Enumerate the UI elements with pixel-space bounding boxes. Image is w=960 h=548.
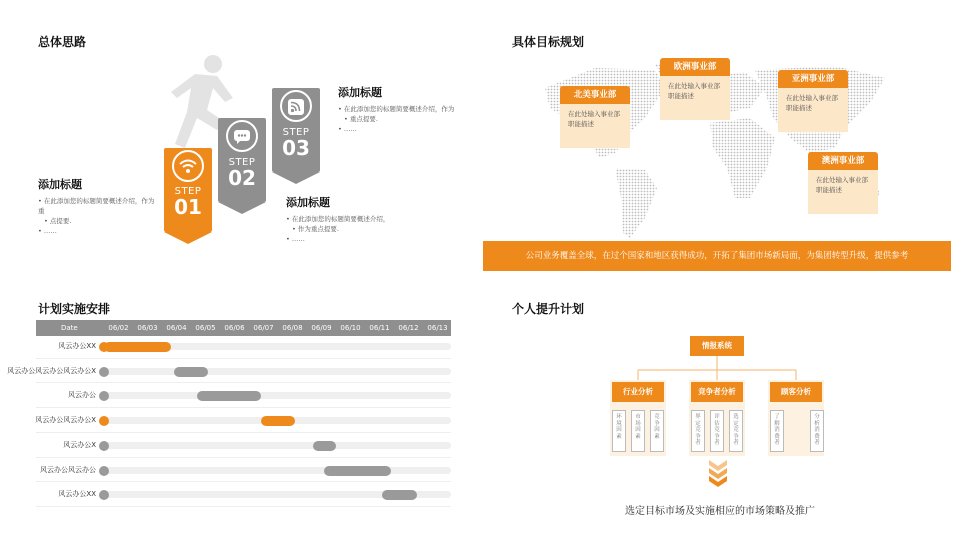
gantt-task-label: 风云办公风云办公: [40, 465, 96, 474]
gantt-date-cell: 06/12: [398, 324, 419, 332]
dept-desc-line: 在此处输入事业部: [786, 94, 838, 102]
dept-desc-line: 职能描述: [668, 92, 694, 100]
tree-leaf: 市 场 因 素: [631, 410, 645, 452]
rss-icon: [285, 97, 307, 117]
bullet-line-cont: • 重点提要.: [338, 114, 458, 124]
gantt-row-divider: [36, 432, 451, 433]
gantt-task-label: 风云办公XX: [58, 490, 96, 499]
dept-desc-line: 职能描述: [568, 120, 594, 128]
gantt-task-label: 风云办公风云办公风云办公X: [7, 366, 96, 375]
step-label: STEP: [174, 186, 202, 197]
dept-name: 亚洲事业部: [778, 70, 848, 88]
tree-leaf: 界 定 竞 争 者: [691, 410, 705, 452]
gantt-date-cell: 06/10: [340, 324, 361, 332]
conclusion-text: 选定目标市场及实施相应的市场策略及推广: [625, 506, 815, 517]
gantt-bar: [174, 367, 209, 377]
gantt-date-cells: [36, 320, 451, 336]
block-bullets: [38, 196, 158, 236]
q3-title: 计划实施安排: [38, 302, 111, 316]
tree-leaf: 环 境 因 素: [612, 410, 626, 452]
tree-root: 情报系统: [690, 336, 744, 356]
gantt-dot: [99, 391, 109, 401]
dept-north-america: [560, 86, 630, 148]
tree-leaf: 选 定 竞 争 者: [729, 410, 743, 452]
bullet-line: • ……: [286, 234, 406, 244]
gantt-row-divider: [36, 457, 451, 458]
dept-desc: [560, 104, 630, 148]
block-bullets: [286, 214, 406, 244]
bullet-line-cont: • 点提要.: [38, 216, 158, 226]
gantt-task-label: 风云办公XX: [58, 342, 96, 350]
gantt-date-cell: 06/07: [253, 324, 274, 332]
step-number: 02: [228, 166, 256, 190]
gantt-date-cell: 06/08: [282, 324, 303, 332]
block-heading: 添加标题: [338, 86, 382, 99]
dept-europe: [660, 58, 730, 120]
step-number: 01: [174, 195, 202, 219]
dept-desc-line: 职能描述: [816, 186, 842, 194]
tree-leaf: 评 估 竞 争 者: [710, 410, 724, 452]
dept-desc: [660, 76, 730, 120]
gantt-header: [36, 320, 451, 336]
bullet-line: • 在此添加您的标题简要概述介绍，作为重: [38, 196, 158, 216]
gantt-track: [104, 368, 451, 375]
gantt-dot: [99, 490, 109, 500]
step-03-badge: [272, 127, 320, 158]
gantt-bar: [104, 342, 171, 352]
dept-australia: [808, 152, 878, 214]
q4-title: 个人提升计划: [512, 302, 585, 316]
gantt-bar: [382, 490, 417, 500]
bullet-line-cont: • 作为重点提要.: [286, 224, 406, 234]
step-label: STEP: [282, 127, 310, 138]
gantt-track: [104, 467, 451, 474]
dept-desc-line: 职能描述: [786, 104, 812, 112]
gantt-date-cell: 06/09: [311, 324, 332, 332]
dept-name: 北美事业部: [560, 86, 630, 104]
gantt-date-cell: 06/11: [369, 324, 390, 332]
q2-title: 具体目标规划: [512, 35, 585, 49]
chat-icon: [231, 127, 253, 147]
branch-customer: 顾客分析: [770, 382, 822, 402]
gantt-bar: [261, 416, 296, 426]
gantt-task-label: 风云办公风云办公X: [35, 416, 96, 425]
gantt-date-cell: 06/06: [224, 324, 245, 332]
step-02-text: [286, 194, 406, 244]
bullet-line: • 在此添加您的标题简要概述介绍，作为: [338, 104, 458, 114]
step-01-badge: [164, 186, 212, 217]
step-number: 03: [282, 136, 310, 160]
gantt-row-divider: [36, 481, 451, 482]
q1-title: 总体思路: [38, 35, 87, 49]
gantt-row-divider: [36, 358, 451, 359]
tree-leaf: 了 解 消 费 者: [770, 410, 784, 452]
gantt-bar: [324, 466, 391, 476]
dept-desc-line: 在此处输入事业部: [668, 82, 720, 90]
gantt-row-divider: [36, 382, 451, 383]
dept-name: 欧洲事业部: [660, 58, 730, 76]
dept-desc-line: 在此处输入事业部: [816, 176, 868, 184]
gantt-bar: [197, 391, 261, 401]
gantt-dot: [99, 466, 109, 476]
dept-desc: [808, 170, 878, 214]
step-01-text: [38, 176, 158, 236]
gantt-body: [0, 336, 460, 516]
gantt-date-cell: 06/03: [137, 324, 158, 332]
bullet-line: • ……: [338, 124, 458, 134]
gantt-dot: [99, 441, 109, 451]
block-bullets: [338, 104, 458, 134]
gantt-track: [104, 392, 451, 399]
block-heading: 添加标题: [38, 178, 82, 191]
tree-leaf: 竞 争 因 素: [650, 410, 664, 452]
gantt-date-cell: 06/02: [108, 324, 129, 332]
bullet-line: • 在此添加您的标题简要概述介绍，: [286, 214, 406, 224]
gantt-date-cell: 06/04: [166, 324, 187, 332]
step-label: STEP: [228, 157, 256, 168]
chevron-down-icon: [707, 458, 729, 488]
branch-industry: 行业分析: [612, 382, 664, 402]
step-02-badge: [218, 157, 266, 188]
dept-desc: [778, 88, 848, 132]
gantt-track: [104, 442, 451, 449]
gantt-date-cell: 06/13: [427, 324, 448, 332]
tree-leaf: 分 析 消 费 者: [810, 410, 824, 452]
block-heading: 添加标题: [286, 196, 330, 209]
dept-asia: [778, 70, 848, 132]
gantt-row-divider: [36, 506, 451, 507]
dept-name: 澳洲事业部: [808, 152, 878, 170]
gantt-date-cell: 06/05: [195, 324, 216, 332]
gantt-row-divider: [36, 407, 451, 408]
bullet-line: • ……: [38, 226, 158, 236]
step-03-text: [338, 84, 458, 134]
branch-competitor: 竞争者分析: [691, 382, 743, 402]
gantt-task-label: 风云办公: [68, 391, 96, 400]
gantt-date-label: Date: [61, 324, 78, 332]
wifi-icon: [177, 156, 199, 176]
gantt-dot: [99, 367, 109, 377]
gantt-dot: [99, 416, 109, 426]
gantt-bar: [313, 441, 336, 451]
dept-desc-line: 在此处输入事业部: [568, 110, 620, 118]
gantt-task-label: 风云办公X: [63, 440, 96, 449]
coverage-banner: 公司业务覆盖全球，在过个国家和地区获得成功，开拓了集团市场新局面，为集团转型升级，提供参考: [483, 241, 951, 271]
